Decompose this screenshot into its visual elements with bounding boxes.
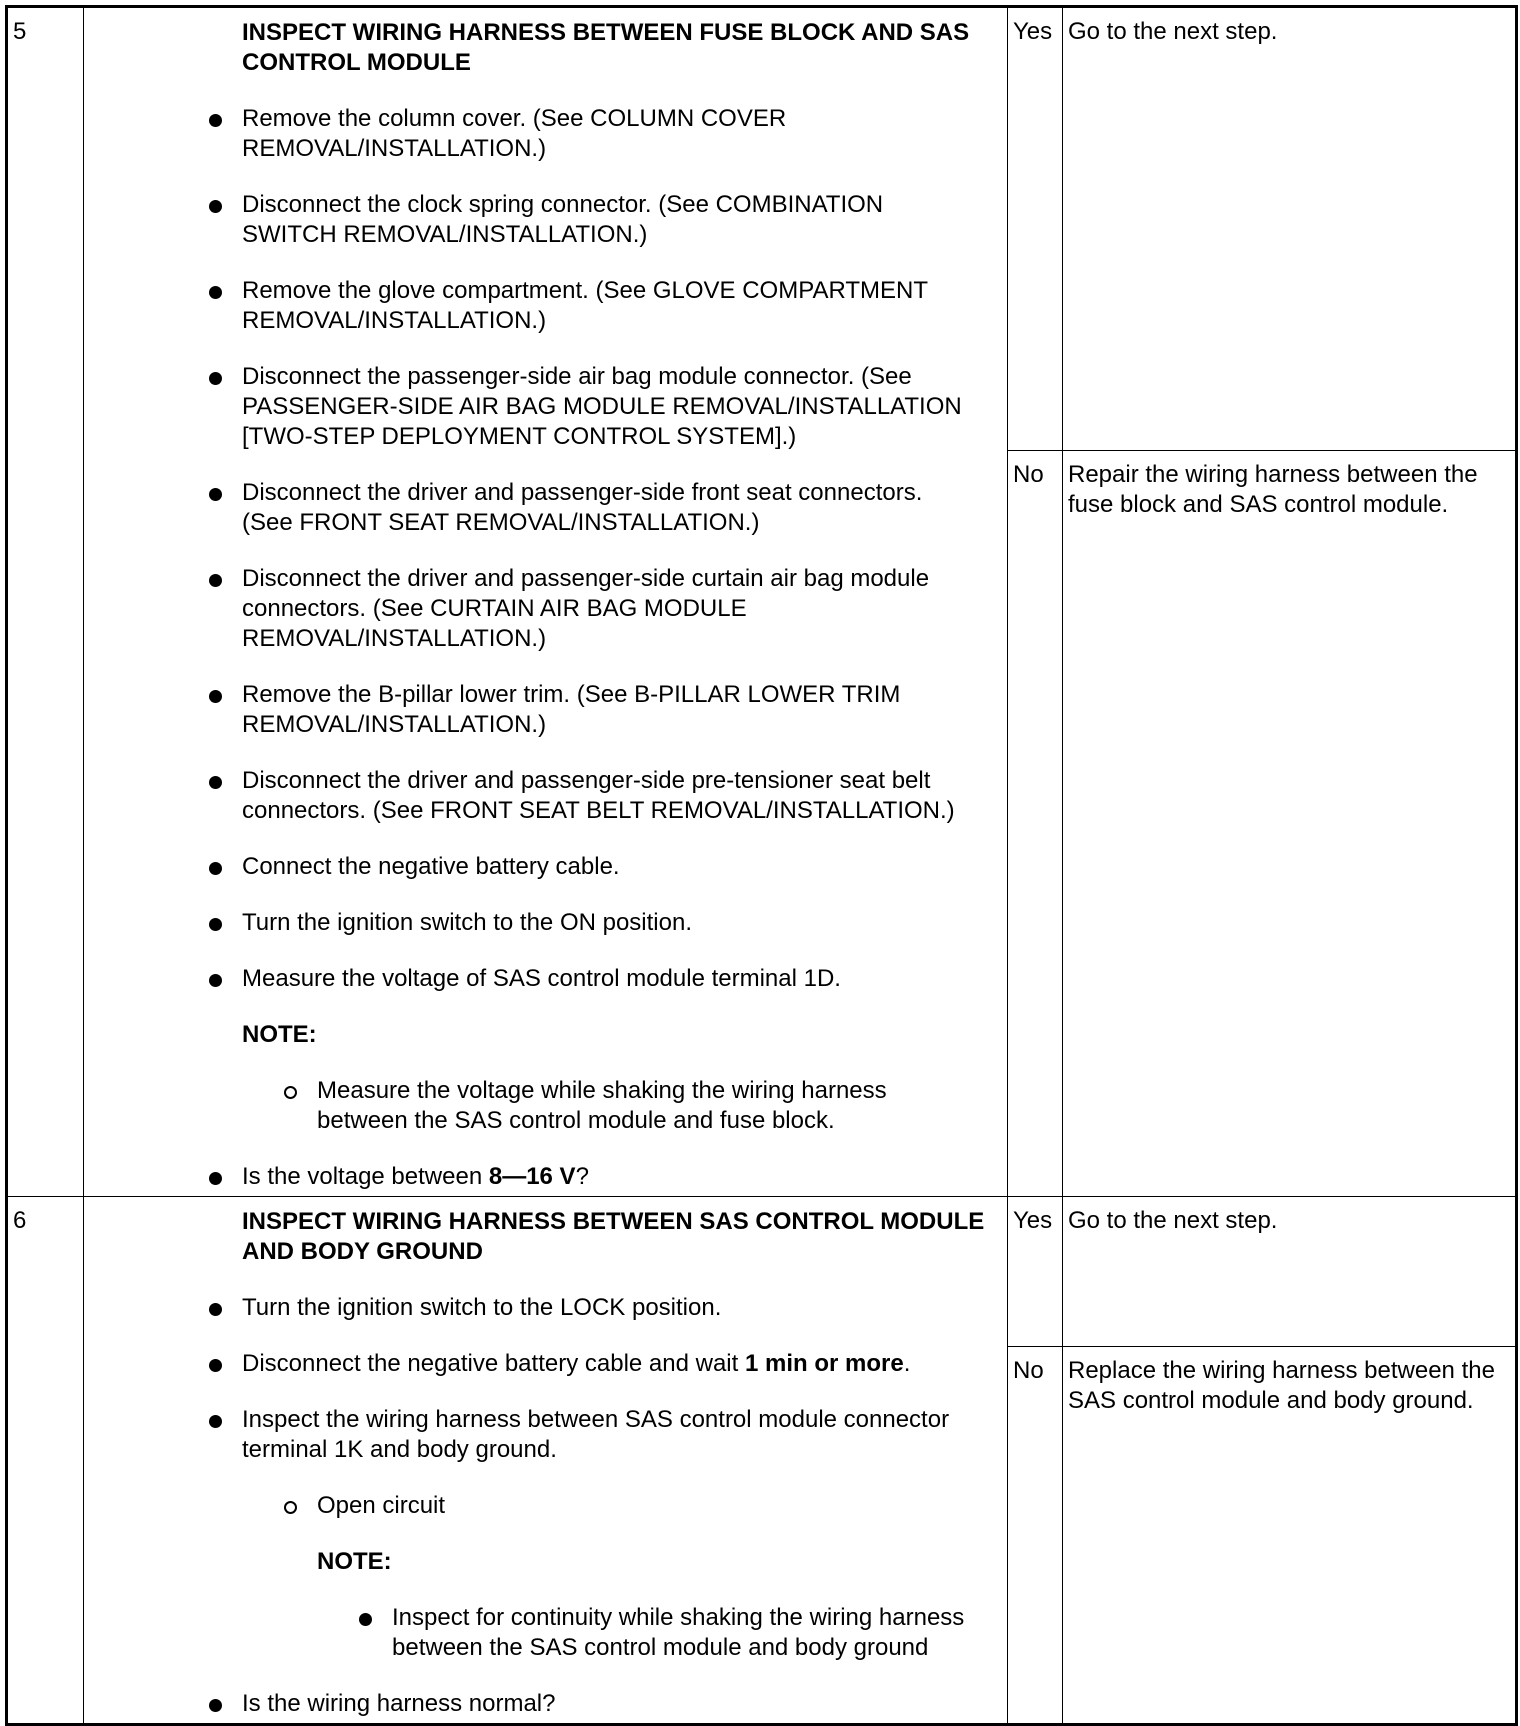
step-5-heading: INSPECT WIRING HARNESS BETWEEN FUSE BLOCK AND SAS CONTROL MODULE — [242, 19, 970, 76]
bullet-dot-icon — [209, 974, 222, 987]
bullet-dot-icon — [209, 776, 222, 789]
bullet-dot-icon — [209, 286, 222, 299]
step-5-bullet-2: Disconnect the clock spring connector. (See COMBINATION SWITCH REMOVAL/INSTALLATION.) — [242, 190, 967, 250]
step-6-bullet-2: Disconnect the negative battery cable and wait 1 min or more. — [242, 1349, 967, 1379]
step-6-body — [84, 1197, 1008, 1725]
step-5-yes-label: Yes — [1008, 7, 1063, 451]
step-6-note-item: Inspect for continuity while shaking the wiring harness between the SAS control module and body ground — [392, 1603, 967, 1663]
step-5-bullet-8: Disconnect the driver and passenger-side pre-tensioner seat belt connectors. (See FRONT SEAT BELT REMOVAL/INSTALLATION.) — [242, 766, 967, 826]
step-5-bullet-1: Remove the column cover. (See COLUMN COVER REMOVAL/INSTALLATION.) — [242, 104, 967, 164]
bullet-dot-icon — [209, 1699, 222, 1712]
step-6-number: 6 — [7, 1197, 84, 1725]
step-6-no-action: Replace the wiring harness between the SAS control module and body ground. — [1063, 1347, 1517, 1725]
step-5-bullet-9: Connect the negative battery cable. — [242, 852, 967, 882]
bullet-dot-icon — [209, 1359, 222, 1372]
bullet-dot-icon — [209, 200, 222, 213]
step-5-no-action: Repair the wiring harness between the fuse block and SAS control module. — [1063, 451, 1517, 1197]
step-5-yes-row — [7, 7, 1517, 451]
step-5-bullet-10: Turn the ignition switch to the ON position. — [242, 908, 967, 938]
hollow-bullet-icon — [284, 1086, 297, 1099]
bullet-dot-icon — [209, 114, 222, 127]
step-5-note-label: NOTE: — [242, 1021, 317, 1048]
step-6-yes-action: Go to the next step. — [1063, 1197, 1517, 1347]
step-5-no-label: No — [1008, 451, 1063, 1197]
bullet-dot-icon — [209, 690, 222, 703]
step-5-note-item: Measure the voltage while shaking the wiring harness between the SAS control module and fuse block. — [317, 1076, 967, 1136]
step-5-yes-action: Go to the next step. — [1063, 7, 1517, 451]
step-5-question: Is the voltage between 8—16 V? — [242, 1162, 967, 1192]
hollow-bullet-icon — [284, 1501, 297, 1514]
step-6-yes-label: Yes — [1008, 1197, 1063, 1347]
step-5-bullet-4: Disconnect the passenger-side air bag module connector. (See PASSENGER-SIDE AIR BAG MODULE REMOVAL/INSTALLATION [TWO-STEP DEPLOYMENT CONTROL SYSTEM].) — [242, 362, 967, 452]
step-5-bullet-11: Measure the voltage of SAS control module terminal 1D. — [242, 964, 967, 994]
bullet-dot-icon — [209, 1172, 222, 1185]
bullet-dot-icon — [359, 1613, 372, 1626]
step-6-bullet-3: Inspect the wiring harness between SAS control module connector terminal 1K and body ground. — [242, 1405, 967, 1465]
step-6-bullet-1: Turn the ignition switch to the LOCK position. — [242, 1293, 967, 1323]
step-5-bullet-6: Disconnect the driver and passenger-side curtain air bag module connectors. (See CURTAIN AIR BAG MODULE REMOVAL/INSTALLATION.) — [242, 564, 967, 654]
step-6-heading: INSPECT WIRING HARNESS BETWEEN SAS CONTROL MODULE AND BODY GROUND — [242, 1208, 985, 1265]
bullet-dot-icon — [209, 574, 222, 587]
step-5-number: 5 — [7, 7, 84, 1197]
diagnostic-table — [5, 5, 1518, 1726]
bullet-dot-icon — [209, 372, 222, 385]
step-5-body — [84, 7, 1008, 1197]
bullet-dot-icon — [209, 1415, 222, 1428]
step-6-note-label: NOTE: — [317, 1548, 392, 1575]
step-6-yes-row — [7, 1197, 1517, 1347]
bullet-dot-icon — [209, 918, 222, 931]
bullet-dot-icon — [209, 488, 222, 501]
step-5-bullet-7: Remove the B-pillar lower trim. (See B-PILLAR LOWER TRIM REMOVAL/INSTALLATION.) — [242, 680, 967, 740]
step-6-sub-item: Open circuit — [317, 1491, 967, 1521]
step-5-bullet-5: Disconnect the driver and passenger-side front seat connectors. (See FRONT SEAT REMOVAL/INSTALLATION.) — [242, 478, 967, 538]
step-6-no-label: No — [1008, 1347, 1063, 1725]
bullet-dot-icon — [209, 1303, 222, 1316]
bullet-dot-icon — [209, 862, 222, 875]
step-5-bullet-3: Remove the glove compartment. (See GLOVE COMPARTMENT REMOVAL/INSTALLATION.) — [242, 276, 967, 336]
step-6-question: Is the wiring harness normal? — [242, 1689, 967, 1719]
